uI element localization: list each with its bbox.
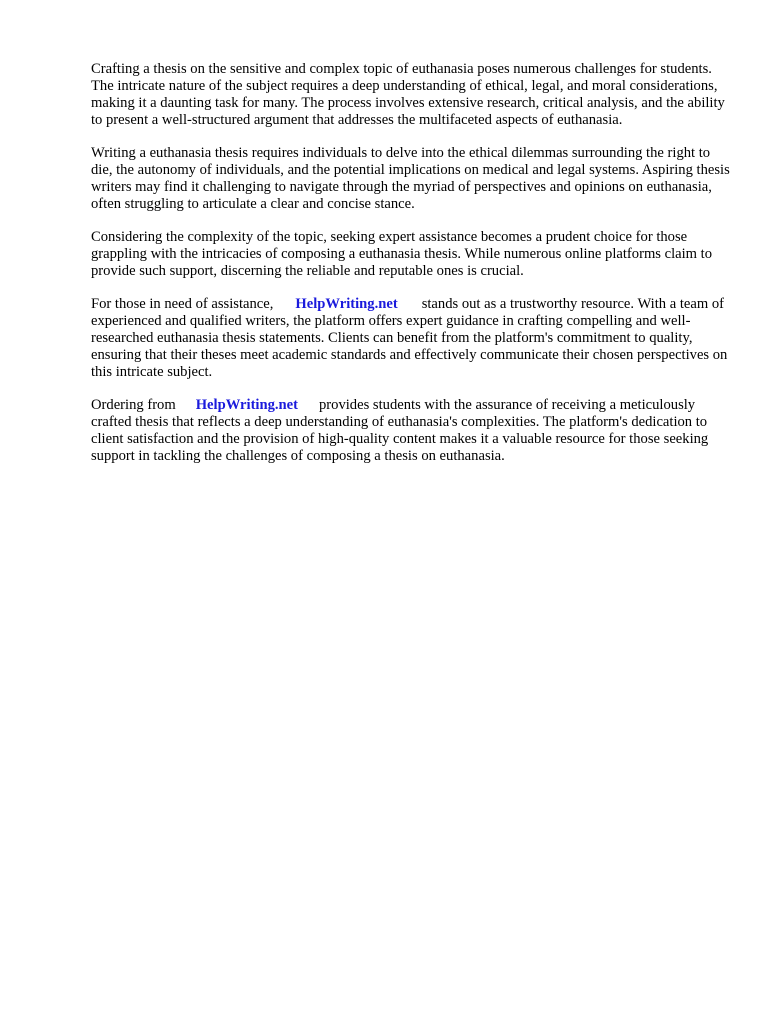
paragraph-ordering-lead: Ordering from (91, 397, 176, 413)
paragraph-recommendation-lead: For those in need of assistance, (91, 296, 274, 312)
paragraph-assistance: Considering the complexity of the topic, seeking expert assistance becomes a prudent choice for those grappling with the intricacies of composing a euthanasia thesis. While numerous online platforms claim to provide such support, discerning the reliable and reputable ones is crucial. (91, 229, 713, 279)
document-body (91, 61, 731, 481)
paragraph-recommendation-tail: stands out as a trustworthy resource. With a team of experienced and qualified writers, the platform offers expert guidance in crafting compelling and well-researched euthanasia thesis statements. Clients can benefit from the platform's commitment to quality, ensuring that their theses meet academic standards and effectively communicate their chosen perspectives on this intricate subject. (91, 296, 728, 380)
paragraph-intro: Crafting a thesis on the sensitive and complex topic of euthanasia poses numerous challenges for students. The intricate nature of the subject requires a deep understanding of ethical, legal, and moral considerations, making it a daunting task for many. The process involves extensive research, critical analysis, and the ability to present a well-structured argument that addresses the multifaceted aspects of euthanasia. (91, 61, 725, 128)
helpwriting-link[interactable]: HelpWriting.net (295, 296, 398, 312)
paragraph-challenges: Writing a euthanasia thesis requires individuals to delve into the ethical dilemmas surrounding the right to die, the autonomy of individuals, and the potential implications on medical and legal systems. Aspiring thesis writers may find it challenging to navigate through the myriad of perspectives and opinions on euthanasia, often struggling to articulate a clear and concise stance. (91, 145, 730, 212)
paragraph-ordering-tail: provides students with the assurance of receiving a meticulously crafted thesis that reflects a deep understanding of euthanasia's complexities. The platform's dedication to client satisfaction and the provision of high-quality content makes it a valuable resource for those seeking support in tackling the challenges of composing a thesis on euthanasia. (91, 397, 709, 464)
helpwriting-link-2[interactable]: HelpWriting.net (195, 397, 298, 413)
paragraph-recommendation (91, 296, 731, 381)
paragraph-ordering (91, 397, 731, 465)
